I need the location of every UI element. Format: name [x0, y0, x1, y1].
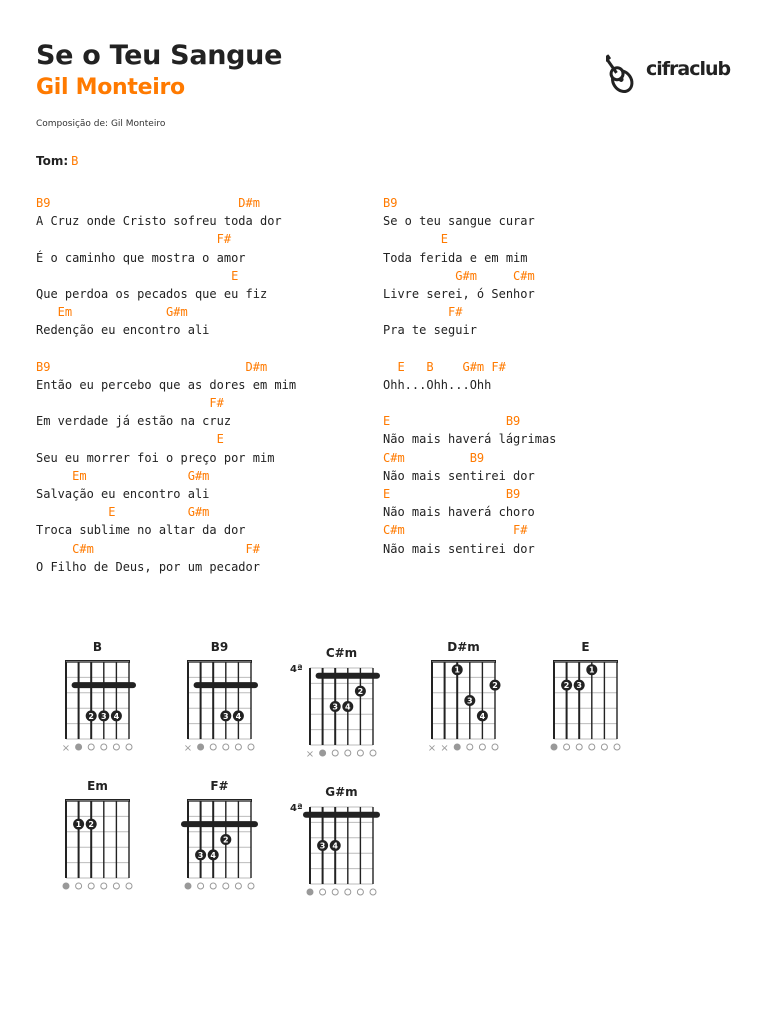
chord-line[interactable]: E B9	[383, 414, 521, 429]
finger-number: 3	[223, 711, 229, 721]
chord-line[interactable]: E	[36, 432, 224, 447]
chord-diagram-f-sharp[interactable]	[184, 779, 255, 889]
root-string-marker	[551, 744, 557, 750]
chord-name: B9	[210, 640, 229, 654]
root-string-marker	[320, 750, 326, 756]
finger-number: 4	[113, 711, 120, 721]
lyric-line: É o caminho que mostra o amor	[36, 250, 246, 265]
open-string-marker	[479, 744, 485, 750]
finger-number: 4	[345, 702, 351, 712]
finger-number: 2	[492, 681, 498, 691]
chord-line[interactable]: F#	[36, 232, 232, 247]
open-string-marker	[223, 744, 229, 750]
open-string-marker	[198, 883, 204, 889]
fret-position-label: 4ª	[290, 803, 303, 814]
chord-name: G#m	[325, 785, 358, 799]
open-string-marker	[235, 883, 241, 889]
finger-number: 1	[454, 665, 460, 675]
chord-name: E	[581, 640, 590, 654]
finger-number: 4	[235, 711, 242, 721]
finger-number: 3	[576, 681, 582, 691]
finger-number: 4	[479, 711, 486, 721]
lyric-line: Seu eu morrer foi o preço por mim	[36, 450, 275, 465]
lyric-line: Toda ferida e em mim	[383, 250, 528, 265]
open-string-marker	[101, 744, 107, 750]
lyric-line: Que perdoa os pecados que eu fiz	[36, 286, 268, 301]
key-label: Tom:	[36, 154, 69, 168]
lyric-line: Livre serei, ó Senhor	[383, 286, 535, 301]
chord-line[interactable]: B9 D#m	[36, 196, 260, 210]
open-string-marker	[126, 883, 132, 889]
chord-diagram-e[interactable]	[551, 640, 620, 750]
open-string-marker	[467, 744, 473, 750]
finger-number: 2	[563, 681, 570, 691]
finger-number: 4	[332, 841, 338, 851]
lyric-line: Se o teu sangue curar	[383, 214, 535, 229]
lyric-line: Não mais sentirei dor	[383, 468, 535, 483]
chord-line[interactable]: C#m F#	[36, 541, 260, 556]
song-title: Se o Teu Sangue	[36, 40, 283, 71]
chord-name: F#	[210, 779, 229, 793]
finger-number: 2	[223, 835, 229, 845]
lyric-line: Não mais haverá lágrimas	[383, 432, 557, 447]
chord-line[interactable]: E	[36, 268, 239, 283]
root-string-marker	[76, 744, 82, 750]
open-string-marker	[248, 744, 254, 750]
open-string-marker	[332, 750, 338, 756]
logo-wordmark: cifraclub	[646, 58, 731, 80]
finger-number: 3	[319, 841, 326, 851]
lyric-line: Em verdade já estão na cruz	[36, 414, 232, 429]
open-string-marker	[614, 744, 620, 750]
root-string-marker	[185, 883, 191, 889]
chord-line[interactable]: E B9	[383, 487, 521, 501]
chord-line[interactable]: C#m F#	[383, 523, 528, 538]
lyric-line: Ohh...Ohh...Ohh	[383, 377, 492, 392]
lyric-line: Então eu percebo que as dores em mim	[36, 377, 297, 392]
chord-line[interactable]: F#	[36, 396, 224, 411]
chord-line[interactable]: G#m C#m	[383, 268, 535, 283]
chord-line[interactable]: B9	[383, 196, 398, 210]
root-string-marker	[198, 744, 204, 750]
chord-line[interactable]: F#	[383, 305, 463, 320]
finger-number: 2	[88, 820, 94, 830]
open-string-marker	[357, 750, 363, 756]
open-string-marker	[235, 744, 241, 750]
open-string-marker	[113, 883, 119, 889]
lyric-line: Redenção eu encontro ali	[36, 323, 210, 338]
open-string-marker	[88, 744, 94, 750]
open-string-marker	[101, 883, 107, 889]
lyric-line: Salvação eu encontro ali	[36, 487, 210, 501]
open-string-marker	[589, 744, 595, 750]
finger-number: 1	[589, 665, 595, 675]
lyric-line: Não mais haverá choro	[383, 505, 535, 520]
chord-line[interactable]: Em G#m	[36, 305, 188, 320]
open-string-marker	[345, 889, 351, 895]
chord-diagram-d-sharpm[interactable]	[428, 640, 501, 754]
open-string-marker	[492, 744, 498, 750]
finger-number: 1	[75, 820, 82, 830]
chord-line[interactable]: Em G#m	[36, 468, 210, 483]
composer-credit: Composição de: Gil Monteiro	[36, 119, 166, 129]
muted-string-marker: ×	[61, 743, 71, 754]
chord-line[interactable]: E	[383, 232, 449, 247]
open-string-marker	[357, 889, 363, 895]
muted-string-marker: ×	[305, 749, 315, 760]
finger-number: 3	[467, 696, 473, 706]
open-string-marker	[601, 744, 607, 750]
finger-number: 2	[88, 711, 94, 721]
chord-line[interactable]: E B G#m F#	[383, 359, 506, 374]
open-string-marker	[210, 744, 216, 750]
chord-line[interactable]: B9 D#m	[36, 359, 268, 374]
root-string-marker	[307, 889, 313, 895]
open-string-marker	[332, 889, 338, 895]
chord-name: D#m	[447, 640, 480, 654]
muted-string-marker: ×	[427, 743, 437, 754]
open-string-marker	[223, 883, 229, 889]
finger-number: 3	[332, 702, 338, 712]
root-string-marker	[63, 883, 69, 889]
muted-string-marker: ×	[183, 743, 193, 754]
open-string-marker	[576, 744, 582, 750]
finger-number: 2	[357, 687, 364, 697]
chord-diagram-em[interactable]	[63, 779, 132, 889]
open-string-marker	[113, 744, 119, 750]
open-string-marker	[88, 883, 94, 889]
chord-line[interactable]: E G#m	[36, 505, 210, 520]
chord-diagram-b9[interactable]	[184, 640, 255, 754]
chord-name: B	[92, 640, 103, 654]
lyric-line: Troca sublime no altar da dor	[36, 523, 246, 538]
open-string-marker	[210, 883, 216, 889]
fret-position-label: 4ª	[290, 664, 303, 675]
chord-line[interactable]: C#m B9	[383, 450, 485, 465]
key-value[interactable]: B	[71, 154, 79, 168]
muted-string-marker: ×	[440, 743, 449, 754]
open-string-marker	[370, 750, 376, 756]
chord-name: C#m	[325, 646, 358, 660]
open-string-marker	[126, 744, 132, 750]
chord-diagram-c-sharpm[interactable]	[290, 646, 377, 760]
root-string-marker	[454, 744, 460, 750]
lyric-line: Pra te seguir	[383, 323, 477, 338]
open-string-marker	[248, 883, 254, 889]
open-string-marker	[76, 883, 82, 889]
open-string-marker	[370, 889, 376, 895]
open-string-marker	[320, 889, 326, 895]
finger-number: 3	[101, 711, 107, 721]
finger-number: 3	[197, 850, 204, 860]
open-string-marker	[564, 744, 570, 750]
chord-diagram-g-sharpm[interactable]	[290, 785, 377, 895]
lyric-line: O Filho de Deus, por um pecador	[36, 559, 260, 574]
lyric-line: A Cruz onde Cristo sofreu toda dor	[36, 214, 282, 229]
chord-name: Em	[87, 779, 108, 793]
open-string-marker	[345, 750, 351, 756]
chord-diagram-b[interactable]	[62, 640, 133, 754]
artist-name[interactable]: Gil Monteiro	[36, 75, 185, 100]
lyric-line: Não mais sentirei dor	[383, 541, 535, 556]
finger-number: 4	[210, 850, 216, 860]
